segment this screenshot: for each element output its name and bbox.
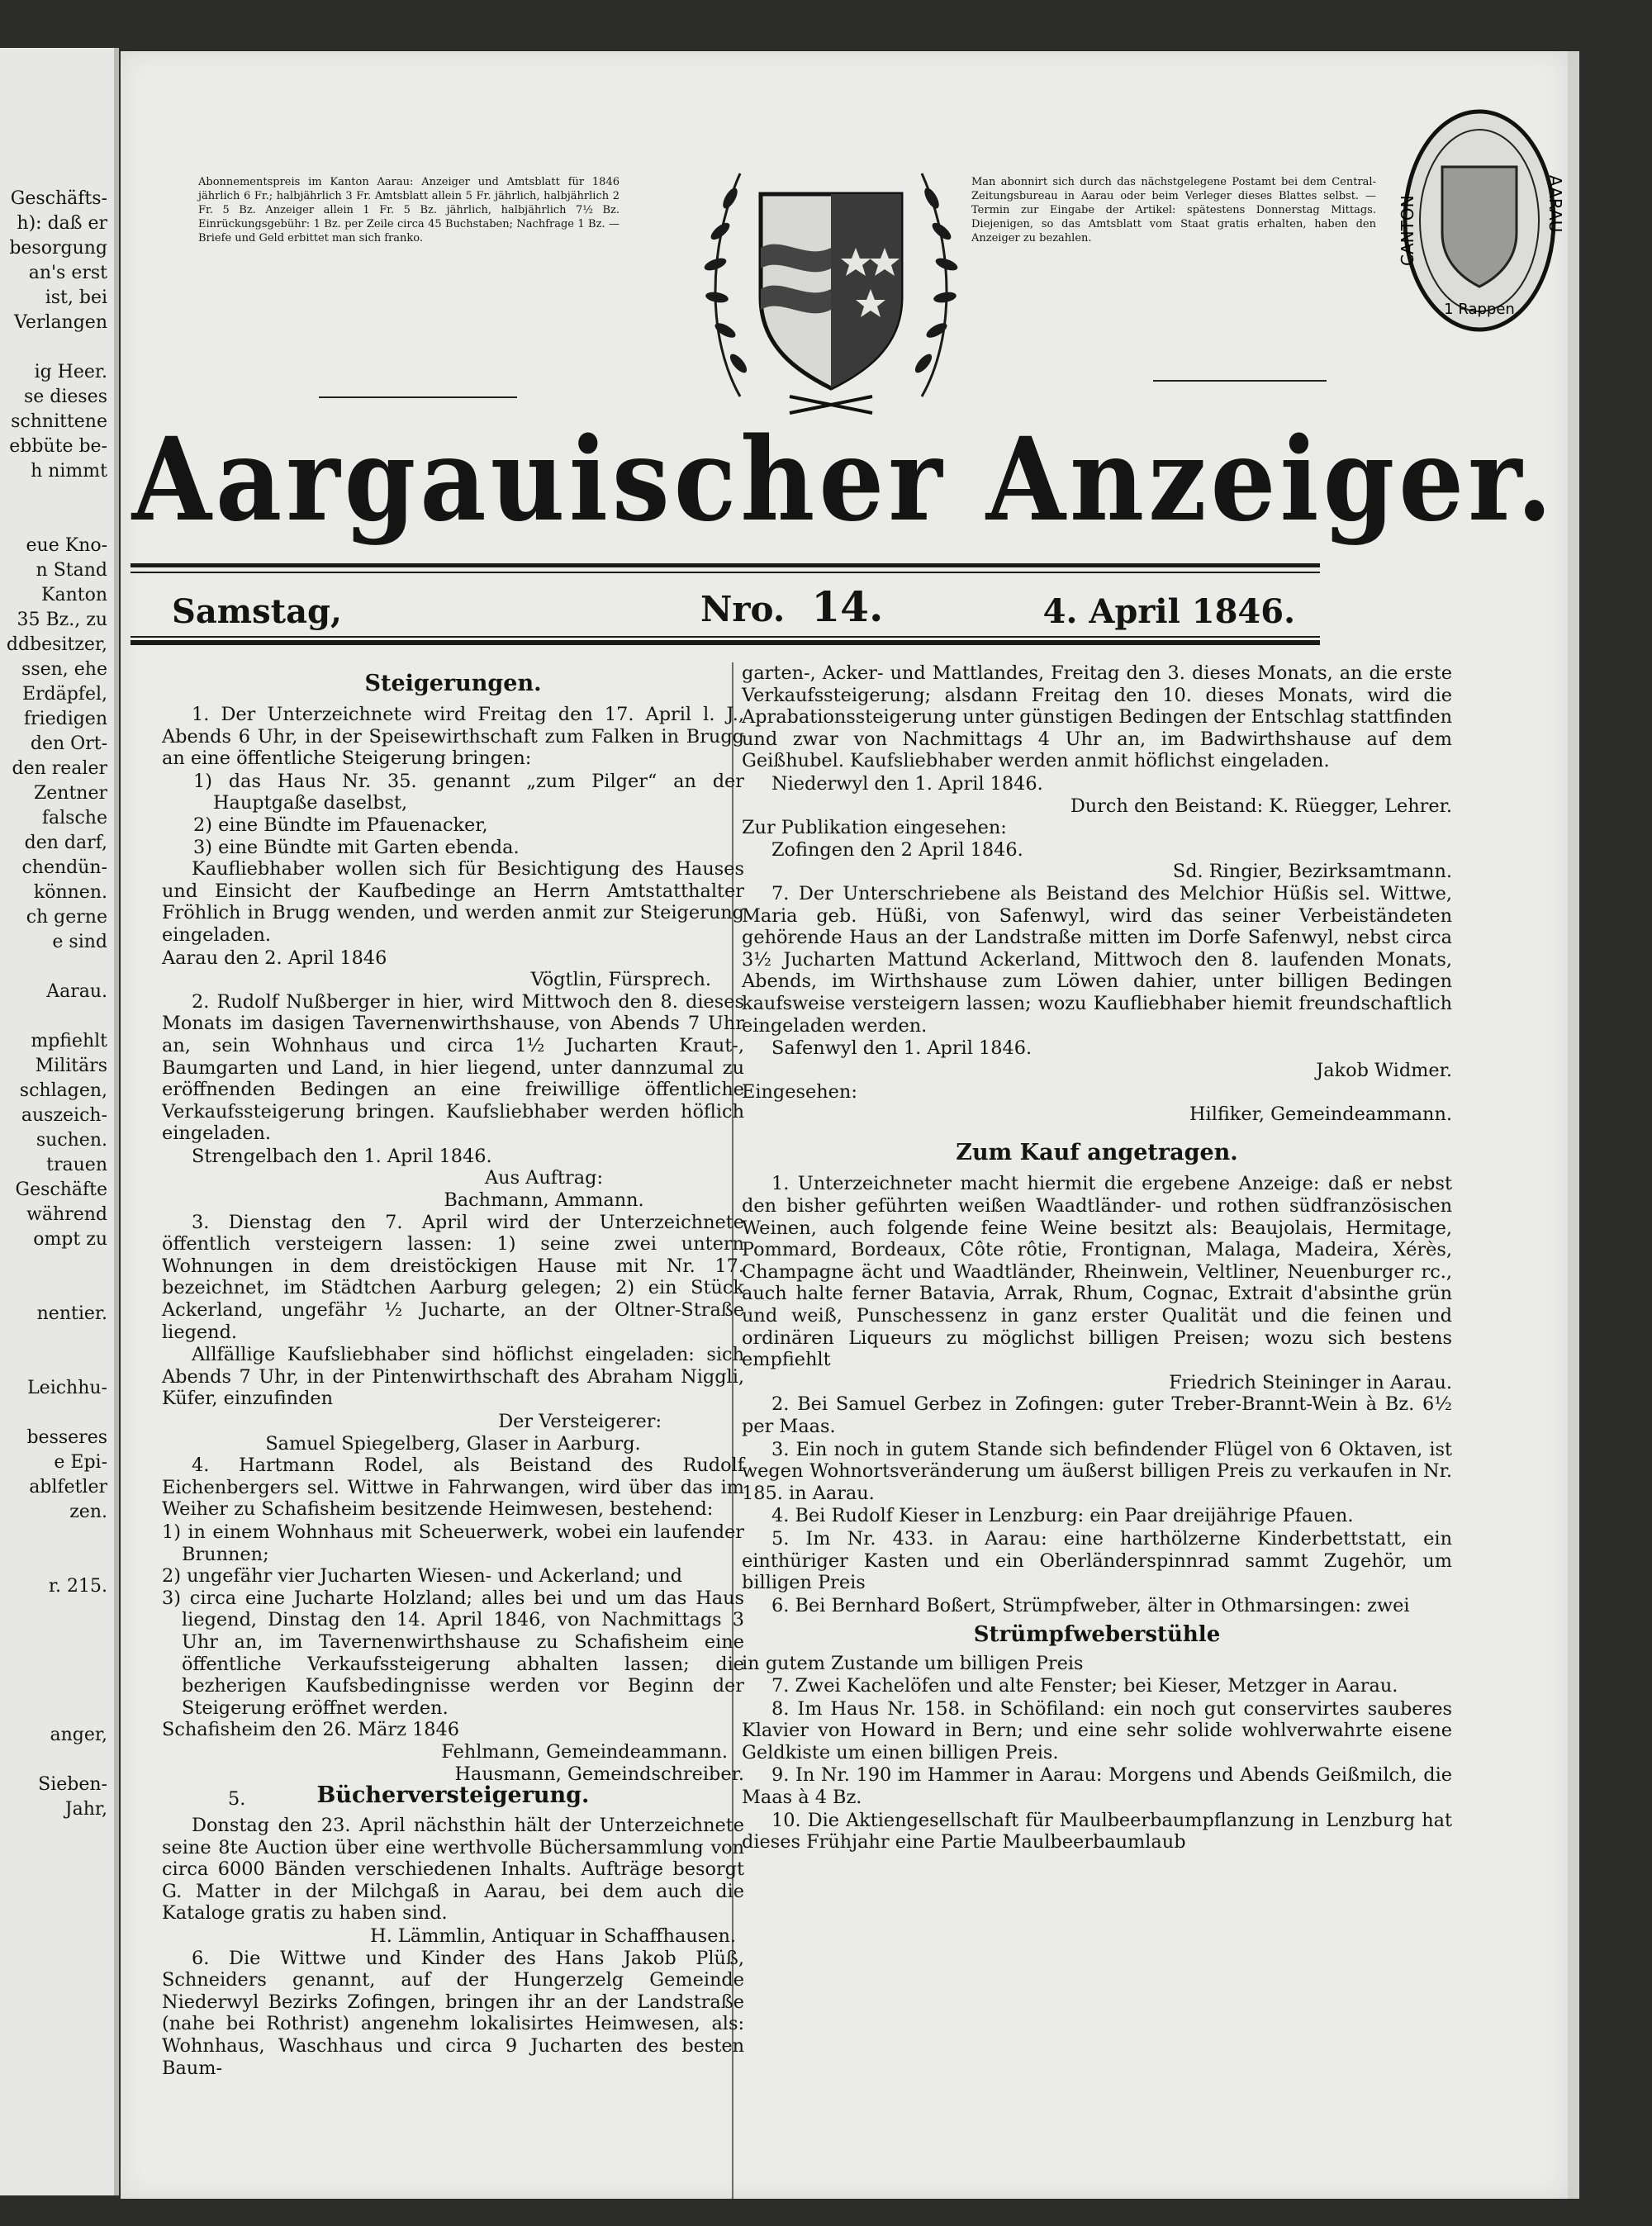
dateline <box>172 581 1295 631</box>
issue-number-prefix: Nro. <box>700 589 786 629</box>
sale-9-text: 9. In Nr. 190 im Hammer in Aarau: Morgens und Abends Geißmilch, die Maas à 4 Bz. <box>742 1764 1452 1808</box>
notice-7-seen: Eingesehen: <box>742 1081 857 1104</box>
previous-page-fragment: während <box>26 1204 107 1225</box>
previous-page-fragment: h): daß er <box>17 213 107 234</box>
previous-page-fragment: besseres <box>26 1427 107 1448</box>
previous-page-fragment: Militärs <box>35 1056 107 1076</box>
notice-rule-right <box>1153 380 1327 382</box>
notice-4-text: 4. Hartmann Rodel, als Beistand des Rudolf Eichenbergers sel. Wittwe in Fahrwangen, wird über das im Weiher zu Schafisheim besitzende Heimwesen, bestehend: <box>162 1455 744 1521</box>
previous-page-fragment: zen. <box>69 1502 107 1522</box>
notice-5-text: Donstag den 23. April nächsthin hält der Unterzeichnete seine 8te Auction über eine werthvolle Büchersammlung von circa 6000 Bänden verschiedenen Inhalts. Aufträge besorgt G. Matter in der Milchgaß in Aarau, bei dem auch die Kataloge gratis zu haben sind. <box>162 1815 744 1925</box>
notice-2-signature-line1: Aus Auftrag: <box>484 1167 603 1189</box>
notice-2-place: Strengelbach den 1. April 1846. <box>192 1145 492 1167</box>
previous-page-fragment: schlagen, <box>19 1080 107 1101</box>
sale-3-text: 3. Ein noch in gutem Stande sich befindender Flügel von 6 Oktaven, ist wegen Wohnortsveränderung um äußerst billigen Preis zu verkaufen in Nr. 185. in Aarau. <box>742 1438 1452 1504</box>
notice-4-place: Schafisheim den 26. März 1846 <box>162 1719 459 1741</box>
previous-page-fragment: Geschäfts- <box>10 188 107 209</box>
notice-7-text: 7. Der Unterschriebene als Beistand des Melchior Hüßis sel. Wittwe, Maria geb. Hüßi, von Safenwyl, wird das seiner Verbeiständeten gehörende Haus an der Landstraße mitten im Dorfe Safenwyl, nebst circa 3½ Jucharten Mattund Ackerland, Mittwoch den 8. laufenden Monats, Abends, im Wirthshause zum Löwen dahier, unter billigen Bedingen kaufsweise versteigern lassen; wozu Kaufliebhaber hiemit freundschaftlich eingeladen werden. <box>742 882 1452 1037</box>
previous-page-fragment: Jahr, <box>64 1799 107 1820</box>
sale-7-text: 7. Zwei Kachelöfen und alte Fenster; bei Kieser, Metzger in Aarau. <box>771 1674 1398 1697</box>
aargau-coat-of-arms-icon <box>691 124 971 421</box>
page-gutter <box>1568 51 1579 2199</box>
sale-6-text: 6. Bei Bernhard Boßert, Strümpfweber, älter in Othmarsingen: zwei <box>771 1594 1410 1616</box>
notice-5-heading: Bücherversteigerung. <box>316 1782 590 1809</box>
previous-page-fragment: besorgung <box>9 238 107 259</box>
notice-3-text: 3. Dienstag den 7. April wird der Unterzeichnete öffentlich versteigern lassen: 1) seine zwei untern Wohnungen in dem dreistöckigen Hause mit Nr. 17. bezeichnet, im Städtchen Aarburg gelegen; 2) ein Stück Ackerland, ungefähr ½ Jucharte, an der Oltner-Straße liegend. <box>162 1211 744 1343</box>
previous-page-fragment: Aarau. <box>46 981 107 1002</box>
notice-5-signature: H. Lämmlin, Antiquar in Schaffhausen. <box>370 1925 736 1948</box>
notice-4-item: 1) in einem Wohnhaus mit Scheuerwerk, wobei ein laufender Brunnen; <box>162 1521 744 1565</box>
notice-3-close: Allfällige Kaufsliebhaber sind höflichst eingeladen: sich Abends 7 Uhr, in der Pintenwirthschaft des Abraham Niggli, Küfer, einzufinden <box>162 1344 744 1410</box>
notice-4-signature-line2: Hausmann, Gemeindschreiber. <box>454 1763 744 1785</box>
previous-page-fragment: ch gerne <box>26 907 107 928</box>
notice-2-signature-line2: Bachmann, Ammann. <box>444 1189 644 1212</box>
previous-page-fragment: e sind <box>52 932 107 952</box>
sale-6-close: in gutem Zustande um billigen Preis <box>742 1653 1084 1675</box>
previous-page-fragment: Leichhu- <box>27 1378 107 1398</box>
tax-stamp <box>1397 101 1565 340</box>
notice-7-signature-2: Hilfiker, Gemeindeammann. <box>1189 1103 1452 1125</box>
notice-3-signature-line2: Samuel Spiegelberg, Glaser in Aarburg. <box>265 1432 641 1455</box>
post-notice: Man abonnirt sich durch das nächstgelegene Postamt bei dem Central-Zeitungsbureau in Aarau oder beim Verleger dieses Blattes selbst. — Termin zur Eingabe der Artikel: spätestens Donnerstag Mittags. Diejenigen, so das Amtsblatt vom Staat gratis erhalten, haben den Anzeiger zu bezahlen. <box>971 176 1376 244</box>
newspaper-title: Aargauischer Anzeiger. <box>131 413 1557 548</box>
section-heading-for-sale: Zum Kauf angetragen. <box>956 1140 1238 1166</box>
notice-1-text: 1. Der Unterzeichnete wird Freitag den 17. April l. J., Abends 6 Uhr, in der Speisewirthschaft zum Falken in Brugg an eine öffentliche Steigerung bringen: <box>162 704 744 770</box>
previous-page-fragment: mpfiehlt <box>31 1031 107 1051</box>
notice-7-signature: Jakob Widmer. <box>1316 1059 1452 1081</box>
newspaper-page <box>121 51 1568 2199</box>
previous-page-fragment: anger, <box>50 1725 107 1745</box>
notice-2-text: 2. Rudolf Nußberger in hier, wird Mittwoch den 8. dieses Monats im dasigen Tavernenwirthshause, von Abends 7 Uhr an, sein Wohnhaus und circa 1½ Jucharten Kraut-, Baumgarten und Land, in hier liegend, unter dannzumal zu eröffnenden Bedingen an eine freiwillige öffentliche Verkaufssteigerung bringen. Kaufsliebhaber werden höflich eingeladen. <box>162 990 744 1145</box>
sale-10-text: 10. Die Aktiengesellschaft für Maulbeerbaumpflanzung in Lenzburg hat dieses Frühjahr eine Partie Maulbeerbaumlaub <box>742 1809 1452 1853</box>
previous-page-edge <box>0 48 119 2195</box>
notice-6-signature: Durch den Beistand: K. Rüegger, Lehrer. <box>1070 795 1452 817</box>
previous-page-fragment: suchen. <box>36 1130 107 1151</box>
dateline-rule-thin <box>131 636 1320 638</box>
previous-page-fragment: se dieses <box>23 387 107 407</box>
notice-4-item: 2) ungefähr vier Jucharten Wiesen- und Ackerland; und <box>162 1565 682 1588</box>
previous-page-fragment: ebbüte be- <box>9 436 107 457</box>
previous-page-fragment: friedigen <box>23 709 107 729</box>
previous-page-fragment: falsche <box>41 808 107 828</box>
notice-4-signature-line1: Fehlmann, Gemeindeammann. <box>441 1740 728 1763</box>
notice-6-text: 6. Die Wittwe und Kinder des Hans Jakob Plüß, Schneiders genannt, auf der Hungerzelg Gemeinde Niederwyl Bezirks Zofingen, bringen ihr an der Landstraße (nahe bei Rothrist) angenehm lokalisirtes Heimwesen, als: Wohnhaus, Waschhaus und circa 9 Jucharten des besten Baum- <box>162 1947 744 2079</box>
sale-5-text: 5. Im Nr. 433. in Aarau: eine harthölzerne Kinderbettstatt, ein einthüriger Kasten und ein Oberländerspinnrad sammt Zugehör, um billigen Preis <box>742 1527 1452 1594</box>
masthead-rule-top <box>131 563 1320 567</box>
previous-page-fragment: können. <box>33 882 107 903</box>
issue-number-value: 14. <box>811 582 884 631</box>
masthead-rule-thin <box>131 572 1320 573</box>
previous-page-fragment: an's erst <box>28 263 107 283</box>
previous-page-fragment: auszeich- <box>21 1105 107 1126</box>
sale-8-text: 8. Im Haus Nr. 158. in Schöfiland: ein noch gut conservirtes sauberes Klavier von Howard in Bern; und eine sehr solide wohlverwahrte eisene Geldkiste um einen billigen Preis. <box>742 1697 1452 1763</box>
previous-page-fragment: trauen <box>46 1155 107 1175</box>
previous-page-fragment: eue Kno- <box>26 535 107 556</box>
notice-6-signature-2: Sd. Ringier, Bezirksamtmann. <box>1172 861 1452 883</box>
previous-page-fragment: Sieben- <box>38 1774 107 1795</box>
previous-page-fragment: Geschäfte <box>15 1179 107 1200</box>
previous-page-fragment: den realer <box>12 758 107 779</box>
previous-page-fragment: Zentner <box>33 783 107 804</box>
notice-6-place: Niederwyl den 1. April 1846. <box>771 772 1043 795</box>
previous-page-fragment: den Ort- <box>30 733 107 754</box>
notice-5-heading-row <box>162 1782 744 1815</box>
previous-page-fragment: n Stand <box>36 560 107 581</box>
notice-1-close: Kaufliebhaber wollen sich für Besichtigung des Hauses und Einsicht der Kaufbedinge an Herrn Amtstatthalter Fröhlich in Brugg wenden, und werden anmit zur Steigerung eingeladen. <box>162 858 744 946</box>
previous-page-fragment: e Epi- <box>54 1452 107 1473</box>
notice-5-number: 5. <box>228 1788 246 1811</box>
previous-page-fragment: r. 215. <box>48 1576 107 1597</box>
column-left <box>162 662 744 2080</box>
sale-6-heading: Strümpfweberstühle <box>973 1622 1221 1648</box>
previous-page-fragment: ig Heer. <box>34 362 107 382</box>
stamp-aarau-text: AARAU <box>1545 175 1565 233</box>
column-right <box>742 662 1452 1854</box>
issue-number <box>700 582 883 631</box>
previous-page-fragment: ssen, ehe <box>21 659 107 680</box>
previous-page-fragment: h nimmt <box>31 461 107 482</box>
previous-page-fragment: ddbesitzer, <box>6 634 107 655</box>
dateline-rule-bold <box>131 640 1320 645</box>
notice-4-item: 3) circa eine Jucharte Holzland; alles bei und um das Haus liegend, Dinstag den 14. April 1846, von Nachmittags 3 Uhr an, im Tavernenwirthshause zu Schafisheim eine öffentliche Verkaufssteigerung abhalten lassen; die bezherigen Kaufsbedingnisse werden vor Beginn der Steigerung eröffnet werden. <box>162 1587 744 1719</box>
previous-page-fragment: Kanton <box>41 585 107 605</box>
notice-3-signature-line1: Der Versteigerer: <box>498 1411 662 1432</box>
notice-1-signature: Vögtlin, Fürsprech. <box>530 969 711 991</box>
issue-day: Samstag, <box>172 592 342 631</box>
issue-date: 4. April 1846. <box>1042 592 1295 631</box>
notice-1-item: 1) das Haus Nr. 35. genannt „zum Pilger“ an der Hauptgaße daselbst, <box>193 770 744 814</box>
notice-rule-left <box>319 396 517 398</box>
sale-1-text: 1. Unterzeichneter macht hiermit die ergebene Anzeige: daß er nebst den bisher geführten weißen Waadtländer- und rothen südfranzösischen Weinen, auch folgende feine Weine besitzt als: Beaujolais, Hermitage, Pommard, Bordeaux, Côte rôtie, Frontignan, Malaga, Madeira, Xérès, Champagne ächt und Waadtländer, Rheinwein, Veltliner, Neuenburger rc., auch halte ferner Batavia, Arrak, Rhum, Cognac, Extrait d'absinthe grün und weiß, Punschessenz in ganz erster Qualität und die feinen und ordinären Liqueurs zu möglichst billigen Preisen; wozu sich bestens empfiehlt <box>742 1173 1452 1371</box>
previous-page-fragment: ablfetler <box>29 1477 107 1497</box>
previous-page-fragment: schnittene <box>11 411 107 432</box>
previous-page-fragment: Verlangen <box>14 312 107 333</box>
previous-page-fragment: ompt zu <box>33 1229 107 1250</box>
sale-2-text: 2. Bei Samuel Gerbez in Zofingen: guter Treber-Brannt-Wein à Bz. 6½ per Maas. <box>742 1393 1452 1437</box>
notice-6-publication: Zur Publikation eingesehen: <box>742 817 1007 839</box>
notice-1-place: Aarau den 2. April 1846 <box>162 947 387 969</box>
stamp-canton-text: CANTON <box>1398 195 1417 266</box>
previous-page-fragment: Erdäpfel, <box>21 684 107 705</box>
notice-6-place-2: Zofingen den 2 April 1846. <box>771 838 1023 861</box>
stamp-value-text: 1 Rappen <box>1444 301 1515 318</box>
previous-page-fragment: chendün- <box>21 857 107 878</box>
previous-page-fragment: ist, bei <box>45 287 107 308</box>
previous-page-fragment: den darf, <box>24 833 107 853</box>
sale-4-text: 4. Bei Rudolf Kieser in Lenzburg: ein Paar dreijährige Pfauen. <box>771 1505 1354 1527</box>
previous-page-fragment: nentier. <box>36 1303 107 1324</box>
sale-1-signature: Friedrich Steininger in Aarau. <box>1169 1371 1452 1393</box>
subscription-notice: Abonnementspreis im Kanton Aarau: Anzeiger und Amtsblatt für 1846 jährlich 6 Fr.; halbjährlich 3 Fr. Amtsblatt allein 5 Fr. jährlich, halbjährlich 2 Fr. 5 Bz. Anzeiger allein 1 Fr. 5 Bz. jährlich, halbjährlich 7½ Bz. Einrückungsgebühr: 1 Bz. per Zeile circa 45 Buchstaben; Nachfrage 1 Bz. — Briefe und Geld erbittet man sich franko. <box>198 176 620 244</box>
notice-7-place: Safenwyl den 1. April 1846. <box>771 1037 1032 1060</box>
section-heading-auctions: Steigerungen. <box>364 671 542 696</box>
notice-1-item: 2) eine Bündte im Pfauenacker, <box>193 814 488 836</box>
notice-6-continued: garten-, Acker- und Mattlandes, Freitag den 3. dieses Monats, an die erste Verkaufssteigerung; alsdann Freitag den 10. dieses Monats, wird die Aprabationssteigerung unter günstigen Bedingen der Entschlag stattfinden und zwar von Nachmittags 4 Uhr an, im Badwirthshause auf dem Geißhubel. Kaufsliebhaber werden anmit höflichst eingeladen. <box>742 662 1452 772</box>
previous-page-fragment: 35 Bz., zu <box>17 610 107 630</box>
notice-1-item: 3) eine Bündte mit Garten ebenda. <box>193 836 520 858</box>
